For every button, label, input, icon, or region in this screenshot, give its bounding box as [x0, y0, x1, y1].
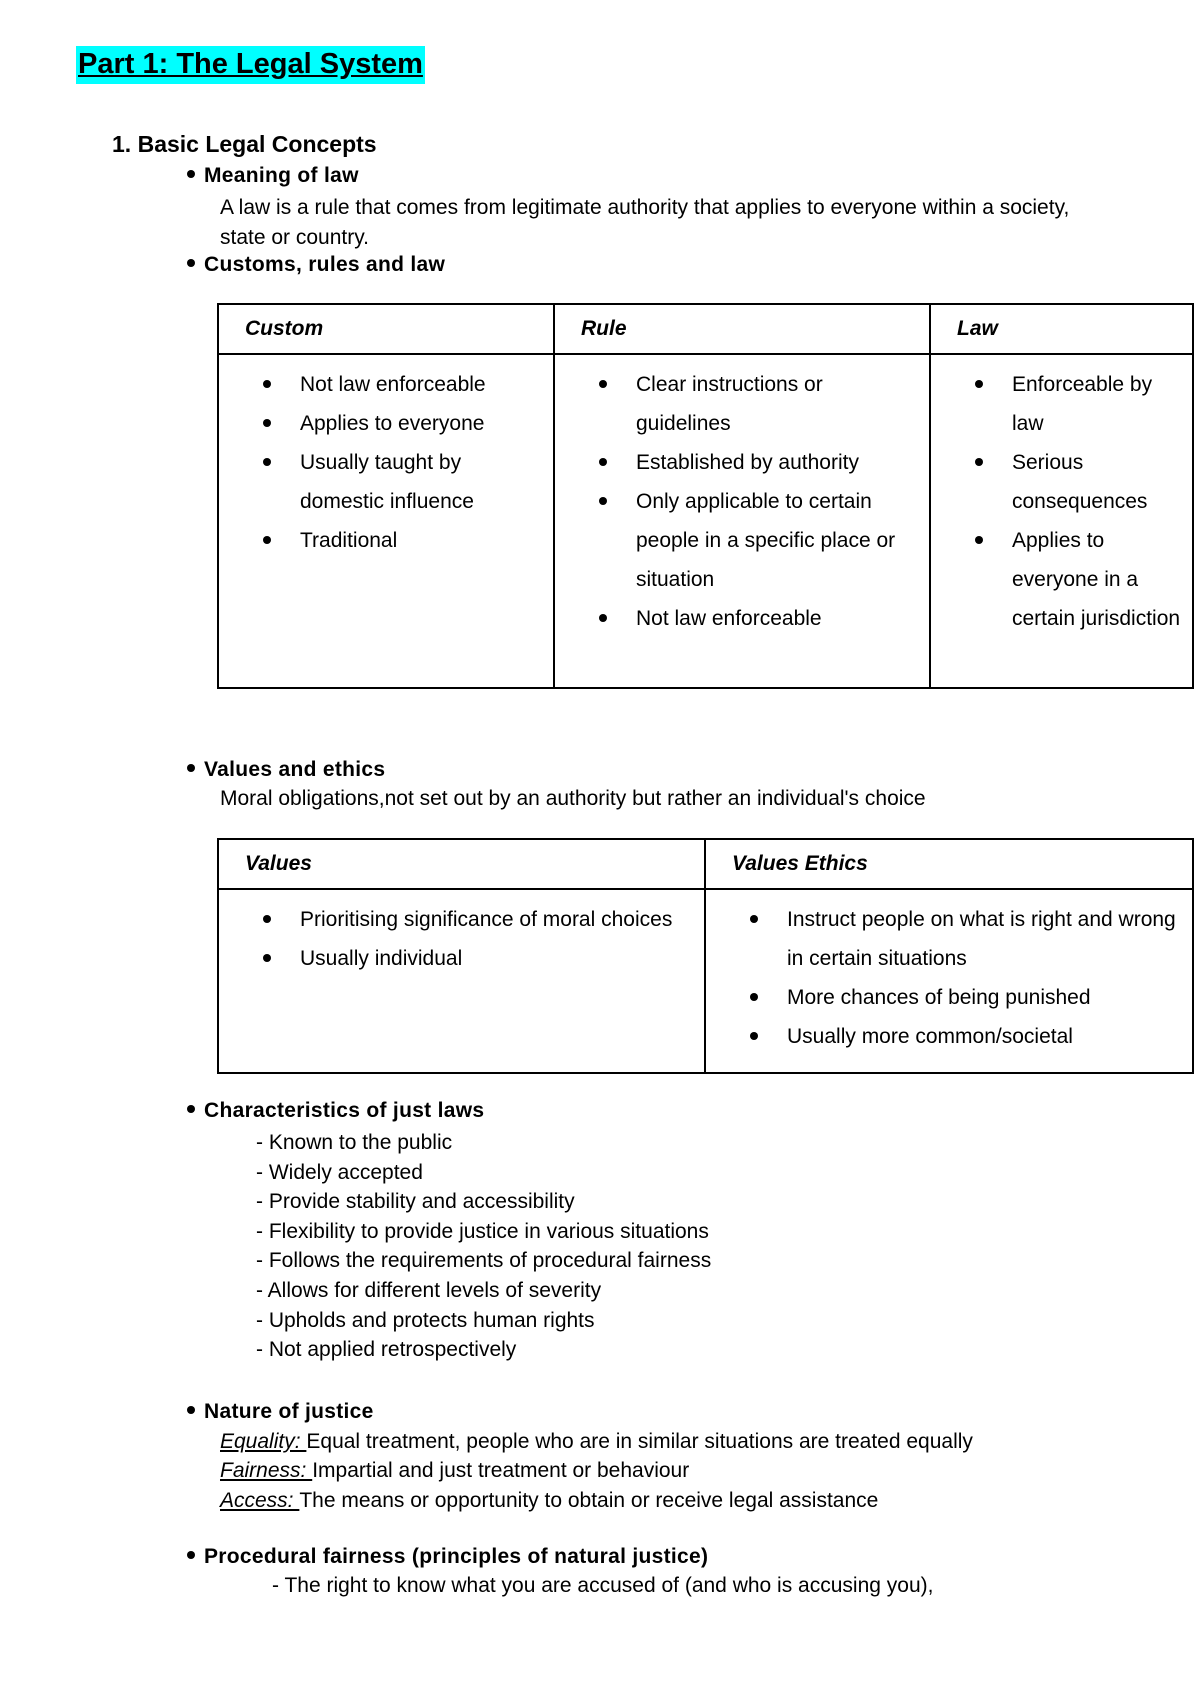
rule-cell [554, 354, 930, 688]
just-laws-heading-text: Characteristics of just laws [204, 1099, 485, 1122]
meaning-line-1: A law is a rule that comes from legitimate authority that applies to everyone within a society, [220, 196, 1070, 219]
justice-definition: The means or opportunity to obtain or receive legal assistance [299, 1489, 879, 1512]
values-cell [218, 889, 705, 1073]
justice-equality [220, 1430, 973, 1454]
list-item: More chances of being punished [750, 978, 1182, 1017]
custom-cell [218, 354, 554, 688]
list-item: Instruct people on what is right and wrong in certain situations [750, 900, 1182, 978]
list-item: - Follows the requirements of procedural fairness [256, 1246, 711, 1276]
justice-access [220, 1489, 878, 1513]
list-item: Not law enforceable [599, 599, 919, 638]
justice-definition: Equal treatment, people who are in similar situations are treated equally [306, 1430, 973, 1453]
values-ethics-description: Moral obligations,not set out by an authority but rather an individual's choice [220, 787, 926, 810]
values-ethics-column-header: Values Ethics [705, 839, 1193, 889]
customs-rules-law-heading [187, 253, 445, 277]
list-item: - Widely accepted [256, 1158, 711, 1188]
list-item: Enforceable by law [975, 365, 1182, 443]
justice-term: Access: [220, 1489, 300, 1512]
rule-column-header: Rule [554, 304, 930, 354]
list-item: Not law enforceable [263, 365, 543, 404]
values-ethics-table [217, 838, 1194, 1074]
meaning-line-2: state or country. [220, 225, 370, 249]
list-item: Applies to everyone [263, 404, 543, 443]
procedural-fairness-heading [187, 1545, 708, 1569]
bullet-icon [187, 1551, 195, 1559]
list-item: Applies to everyone in a certain jurisdiction [975, 521, 1182, 638]
table-row [218, 889, 1193, 1073]
list-item: Established by authority [599, 443, 919, 482]
bullet-icon [187, 259, 195, 267]
justice-term: Fairness: [220, 1459, 313, 1482]
list-item: Traditional [263, 521, 543, 560]
bullet-icon [187, 170, 195, 178]
procedural-fairness-heading-text: Procedural fairness (principles of natural justice) [204, 1545, 709, 1568]
nature-of-justice-heading-text: Nature of justice [204, 1400, 374, 1423]
just-laws-list [256, 1128, 711, 1365]
law-column-header: Law [930, 304, 1193, 354]
table-header-row [218, 304, 1193, 354]
justice-fairness [220, 1459, 689, 1483]
list-item: Prioritising significance of moral choices [263, 900, 694, 939]
customs-rules-law-heading-text: Customs, rules and law [204, 253, 446, 276]
values-column-header: Values [218, 839, 705, 889]
list-item: - Flexibility to provide justice in various situations [256, 1217, 711, 1247]
section-number: 1. [112, 131, 132, 157]
table-row [218, 354, 1193, 688]
meaning-of-law-heading-text: Meaning of law [204, 164, 359, 187]
bullet-icon [187, 1105, 195, 1113]
part-title: Part 1: The Legal System [76, 46, 425, 84]
law-cell [930, 354, 1193, 688]
meaning-of-law-text [220, 193, 1120, 252]
justice-term: Equality: [220, 1430, 307, 1453]
list-item: Clear instructions or guidelines [599, 365, 919, 443]
list-item: - Provide stability and accessibility [256, 1187, 711, 1217]
bullet-icon [187, 1406, 195, 1414]
list-item: Usually taught by domestic influence [263, 443, 543, 521]
justice-definition: Impartial and just treatment or behaviour [312, 1459, 690, 1482]
section-title-text: Basic Legal Concepts [137, 131, 377, 157]
list-item: Usually more common/societal [750, 1017, 1182, 1056]
ethics-cell [705, 889, 1193, 1073]
list-item: Only applicable to certain people in a specific place or situation [599, 482, 919, 599]
bullet-icon [187, 764, 195, 772]
just-laws-heading [187, 1099, 484, 1123]
list-item: - Upholds and protects human rights [256, 1306, 711, 1336]
table-header-row [218, 839, 1193, 889]
section-title [112, 131, 377, 158]
list-item: - Not applied retrospectively [256, 1335, 711, 1365]
custom-column-header: Custom [218, 304, 554, 354]
list-item: - Allows for different levels of severity [256, 1276, 711, 1306]
values-ethics-heading [187, 758, 385, 782]
list-item: Serious consequences [975, 443, 1182, 521]
list-item: Usually individual [263, 939, 694, 978]
nature-of-justice-heading [187, 1400, 374, 1424]
customs-rules-law-table [217, 303, 1194, 689]
list-item: - Known to the public [256, 1128, 711, 1158]
procedural-fairness-item: - The right to know what you are accused of (and who is accusing you), [272, 1574, 934, 1597]
meaning-of-law-heading [187, 164, 359, 188]
values-ethics-heading-text: Values and ethics [204, 758, 386, 781]
